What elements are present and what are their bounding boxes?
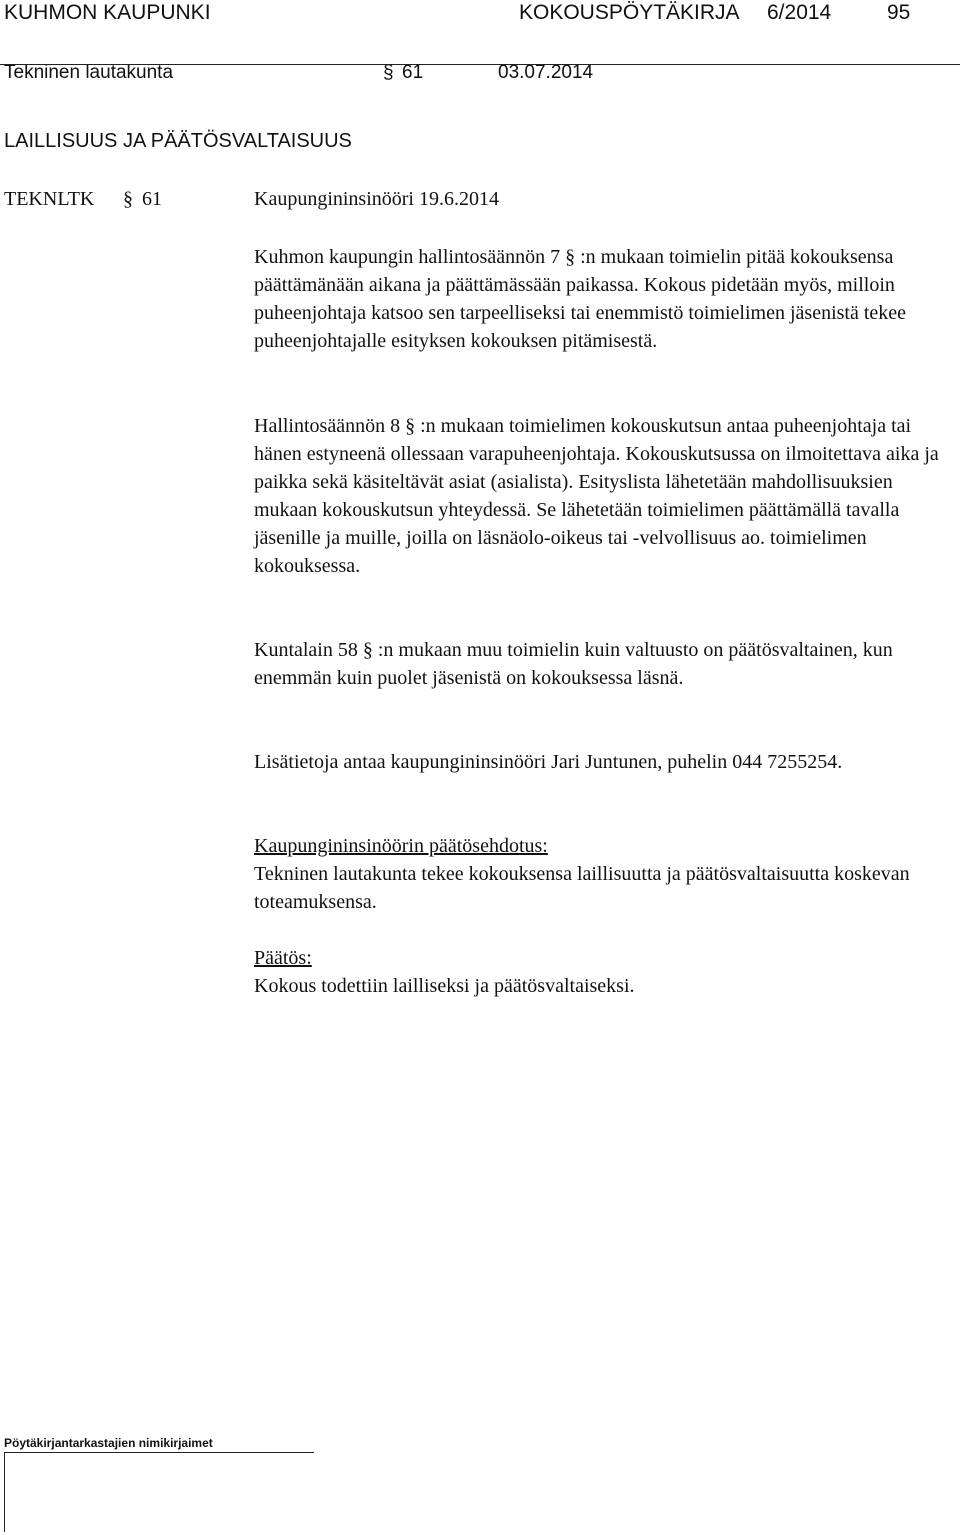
paragraph-quorum-rules (254, 636, 954, 692)
meeting-date: 03.07.2014 (498, 62, 594, 83)
paragraph-text: Lisätietoja antaa kaupungininsinööri Jari Juntunen, puhelin 044 7255254. (254, 751, 843, 773)
paragraph-text: Hallintosäännön 8 § :n mukaan toimielimen kokouskutsun antaa puheenjohtaja tai hänen estyneenä ollessaan varapuheenjohtaja. Kokouskutsussa on ilmoitettava aika ja paikka sekä käsiteltävät asiat (asialista). Esityslista lähetetään mahdollisuuksien mukaan kokouskutsun yhteydessä. Se lähetetään toimielimen päättämällä tavalla jäsenille ja muille, joilla on läsnäolo-oikeus tai -velvollisuus ao. toimielimen kokouksessa. (254, 415, 939, 577)
paragraph-meeting-rules (254, 243, 954, 355)
proposal-block (254, 832, 954, 916)
document-type: KOKOUSPÖYTÄKIRJA (519, 1, 740, 24)
org-name: KUHMON KAUPUNKI (4, 1, 211, 24)
reference-section-number: 61 (142, 188, 162, 210)
decision-text: Kokous todettiin lailliseksi ja päätösvaltaiseksi. (254, 975, 635, 997)
paragraph-text: Kuntalain 58 § :n mukaan muu toimielin kuin valtuusto on päätösvaltainen, kun enemmän kuin puolet jäsenistä on kokouksessa läsnä. (254, 639, 893, 689)
decision-heading: Päätös: (254, 947, 312, 969)
header-divider (0, 64, 960, 65)
reference-author-date: Kaupungininsinööri 19.6.2014 (254, 188, 499, 210)
signature-line (4, 1452, 314, 1453)
section-title: LAILLISUUS JA PÄÄTÖSVALTAISUUS (4, 130, 352, 152)
section-number: 61 (402, 62, 424, 83)
section-mark: § (383, 62, 394, 83)
proposal-heading: Kaupungininsinöörin päätösehdotus: (254, 835, 548, 857)
signature-box-edge (4, 1452, 5, 1532)
committee-name: Tekninen lautakunta (4, 62, 174, 83)
paragraph-text: Kuhmon kaupungin hallintosäännön 7 § :n mukaan toimielin pitää kokouksensa päättämänään aikana ja päättämässään paikassa. Kokous pidetään myös, milloin puheenjohtaja katsoo sen tarpeelliseksi tai enemmistö toimielimen jäsenistä tekee puheenjohtajalle esityksen kokouksen pitämisestä. (254, 246, 907, 352)
paragraph-invitation-rules (254, 412, 954, 580)
proposal-text: Tekninen lautakunta tekee kokouksensa laillisuutta ja päätösvaltaisuutta koskevan toteamuksensa. (254, 863, 910, 913)
reference-code: TEKNLTK (4, 188, 95, 210)
issue-number: 6/2014 (767, 1, 832, 24)
paragraph-contact-info (254, 748, 954, 776)
page-number: 95 (887, 1, 911, 24)
signature-label: Pöytäkirjantarkastajien nimikirjaimet (4, 1436, 213, 1450)
decision-block (254, 944, 954, 1000)
reference-section-mark: § (123, 188, 133, 210)
